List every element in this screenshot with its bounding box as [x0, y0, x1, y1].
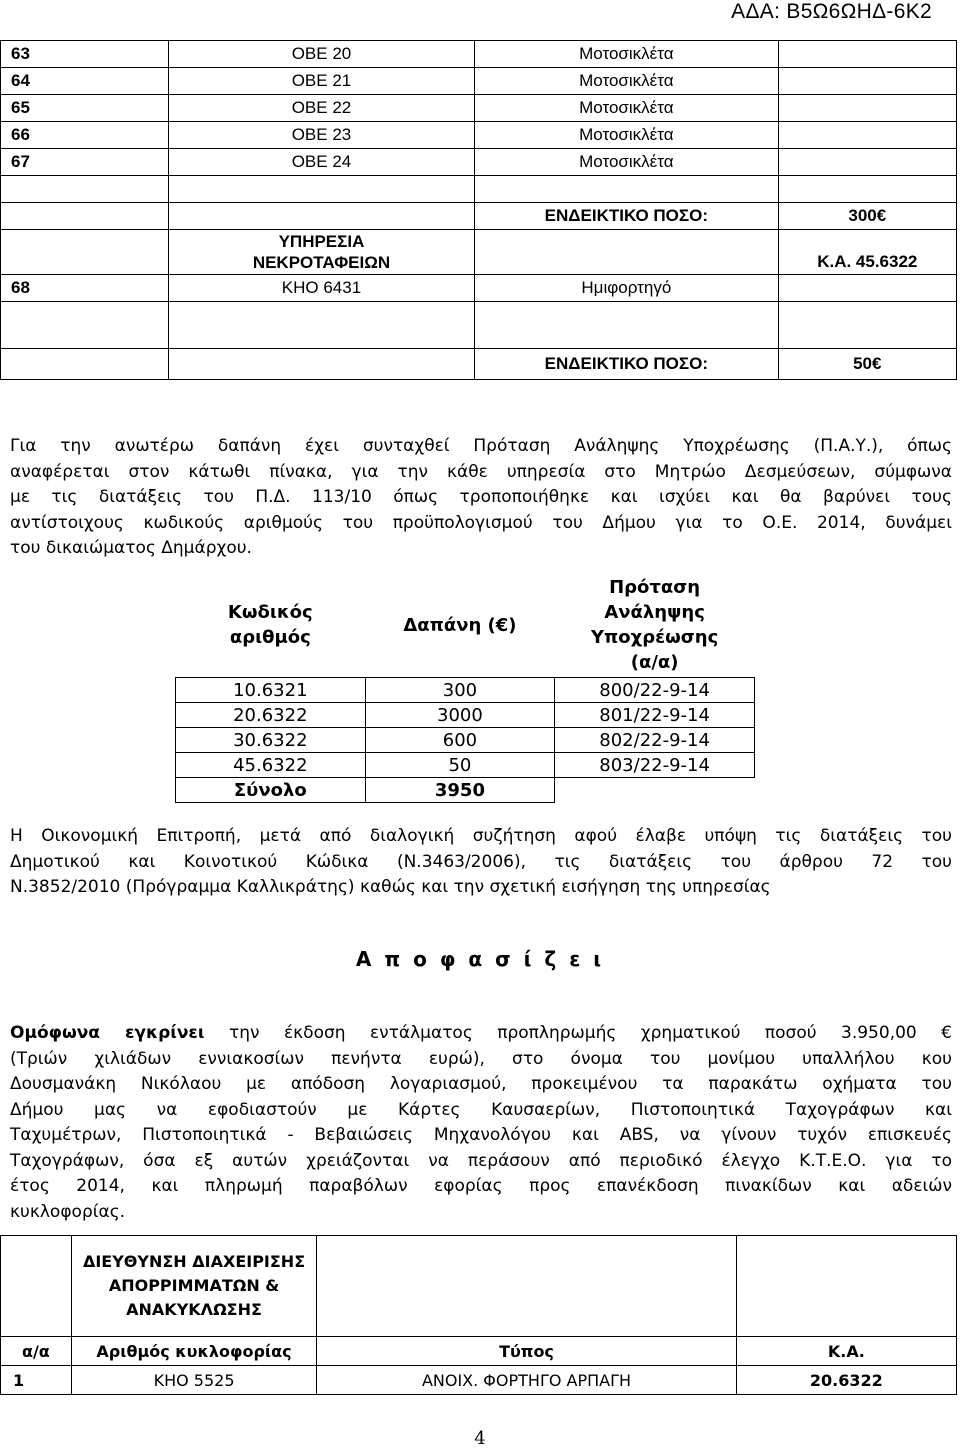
table-row: 1 ΚΗΟ 5525 ΑΝΟΙΧ. ΦΟΡΤΗΓΟ ΑΡΠΑΓΗ 20.6322 [1, 1366, 957, 1395]
row-number: 67 [1, 149, 169, 176]
table-row [1, 149, 957, 176]
service-name: ΥΠΗΡΕΣΙΑ ΝΕΚΡΟΤΑΦΕΙΩΝ [168, 230, 474, 275]
paragraph-decision: Ομόφωνα εγκρίνει την έκδοση εντάλματος προπληρωμής χρηματικού ποσού 3.950,00 € (Τριών χιλιάδων εννιακοσίων πενήντα ευρώ), στο όνομα του μονίμου υπαλλήλου κου Δουσμανάκη Νικόλαου με απόδοση λογαριασμού, προκειμένου τα παρακάτω οχήματα του Δήμου μας να εφοδιαστούν με Κάρτες Καυσαερίων, Πιστοποιητικά Ταχογράφων και Ταχυμέτρων, Πιστοποιητικά - Βεβαιώσεις Μηχανολόγου και ABS, να γίνουν τυχόν επισκευές Ταχογράφων, όσα εξ αυτών χρειάζονται να περάσουν από περιοδικό έλεγχο Κ.Τ.Ε.Ο. για το έτος 2014, και πληρωμή παραβόλων εφορίας προς επανέκδοση πινακίδων και αδειών κυκλοφορίας. [10, 1023, 952, 1222]
vehicle-type: Μοτοσικλέτα [475, 68, 779, 95]
decides-heading: Α π ο φ α σ ί ζ ε ι [355, 947, 605, 971]
plate: ΚΗΟ 6431 [168, 275, 474, 302]
row-number: 68 [1, 275, 169, 302]
table-row [1, 41, 957, 68]
plate: ΟΒΕ 24 [168, 149, 474, 176]
row-number: 64 [1, 68, 169, 95]
plate: ΟΒΕ 21 [168, 68, 474, 95]
indicative-label: ΕΝΔΕΙΚΤΙΚΟ ΠΟΣΟ: [475, 203, 779, 230]
row-number: 65 [1, 95, 169, 122]
service-ka: Κ.Α. 45.6322 [778, 230, 956, 275]
col-pay: Πρόταση Ανάληψης Υποχρέωσης (α/α) [590, 577, 719, 673]
table-row [1, 275, 957, 302]
col-code: Κωδικός αριθμός [227, 602, 313, 648]
service-row [1, 230, 957, 275]
row-number: 63 [1, 41, 169, 68]
dept-title-row [1, 1236, 957, 1337]
budget-table [175, 573, 755, 803]
row-number: 66 [1, 122, 169, 149]
plate: ΟΒΕ 23 [168, 122, 474, 149]
indicative-row [1, 203, 957, 230]
indicative-row [1, 349, 957, 380]
paragraph-pay: Για την ανωτέρω δαπάνη έχει συνταχθεί Πρόταση Ανάληψης Υποχρέωσης (Π.Α.Υ.), όπως αναφέρεται στον κάτωθι πίνακα, για την κάθε υπηρεσία στο Μητρώο Δεσμεύσεων, σύμφωνα με τις διατάξεις του Π.Δ. 113/10 όπως τροποποιήθηκε και ισχύει και θα βαρύνει τους αντίστοιχους κωδικούς αριθμούς του προϋπολογισμού του Δήμου για το Ο.Ε. 2014, δυνάμει του δικαιώματος Δημάρχου. [10, 436, 952, 558]
table-row [1, 122, 957, 149]
vehicle-type: Μοτοσικλέτα [475, 41, 779, 68]
table-row: 10.6321 300 800/22-9-14 [176, 678, 755, 703]
col-cost: Δαπάνη (€) [403, 614, 517, 636]
department-table [0, 1235, 957, 1395]
ada-code: ΑΔΑ: Β5Ω6ΩΗΔ-6Κ2 [731, 0, 932, 23]
total-row: Σύνολο 3950 [176, 778, 755, 803]
table-row: 30.6322 600 802/22-9-14 [176, 728, 755, 753]
indicative-label: ΕΝΔΕΙΚΤΙΚΟ ΠΟΣΟ: [475, 349, 779, 380]
vehicle-type: Μοτοσικλέτα [475, 149, 779, 176]
table-row [1, 68, 957, 95]
table-header: α/α Αριθμός κυκλοφορίας Τύπος Κ.Α. [1, 1337, 957, 1366]
dept-title: ΔΙΕΥΘΥΝΣΗ ΔΙΑΧΕΙΡΙΣΗΣ ΑΠΟΡΡΙΜΜΑΤΩΝ & ΑΝΑΚΥΚΛΩΣΗΣ [71, 1236, 317, 1337]
paragraph-committee: Η Οικονομική Επιτροπή, μετά από διαλογική συζήτηση αφού έλαβε υπόψη τις διατάξεις του Δημοτικού και Κοινοτικού Κώδικα (Ν.3463/2006), τις διατάξεις του άρθρου 72 του Ν.3852/2010 (Πρόγραμμα Καλλικράτης) καθώς και την σχετική εισήγηση της υπηρεσίας [10, 826, 952, 897]
plate: ΟΒΕ 20 [168, 41, 474, 68]
vehicle-type: Μοτοσικλέτα [475, 122, 779, 149]
table-row [1, 176, 957, 203]
indicative-amount: 50€ [778, 349, 956, 380]
table-row: 20.6322 3000 801/22-9-14 [176, 703, 755, 728]
vehicle-type: Μοτοσικλέτα [475, 95, 779, 122]
table-row: 45.6322 50 803/22-9-14 [176, 753, 755, 778]
table-header [176, 573, 755, 678]
vehicles-table [0, 40, 957, 380]
page-number: 4 [474, 1428, 486, 1449]
plate: ΟΒΕ 22 [168, 95, 474, 122]
vehicle-type: Ημιφορτηγό [475, 275, 779, 302]
table-row [1, 95, 957, 122]
indicative-amount: 300€ [778, 203, 956, 230]
